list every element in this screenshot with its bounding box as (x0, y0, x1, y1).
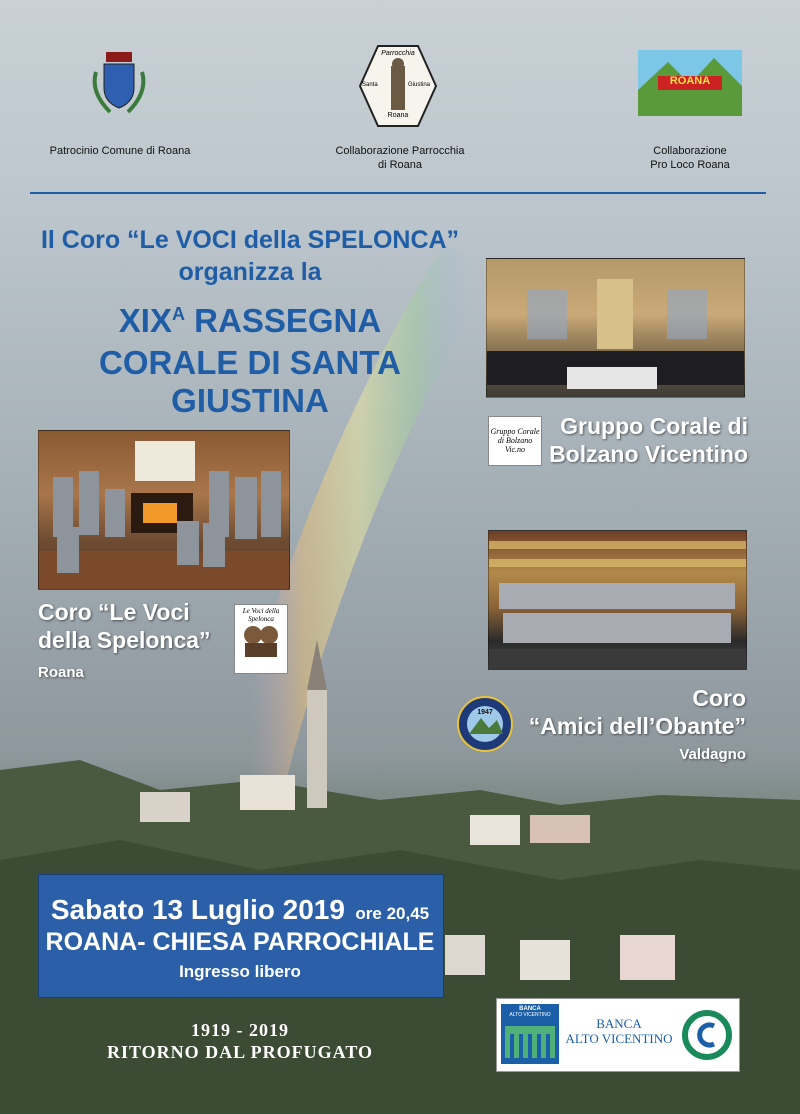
spelonca-place: Roana (38, 664, 84, 681)
sponsor-small-label-1: BANCA (519, 1006, 541, 1012)
title-line1: Il Coro “Le VOCI della SPELONCA” (40, 226, 460, 254)
obante-place: Valdagno (679, 746, 746, 763)
parish-caption (300, 144, 500, 172)
bcc-logo (680, 1008, 734, 1062)
title-rassegna: RASSEGNA (185, 302, 382, 339)
anniversary-text: RITORNO DAL PROFUGATO (106, 1042, 374, 1062)
comune-logo (86, 50, 152, 122)
title-line3 (30, 302, 470, 340)
parish-logo (358, 44, 438, 128)
obante-logo-text: 1947 (477, 709, 493, 716)
seal-text-bottom: Roana (387, 112, 409, 119)
pro-loco-caption (590, 144, 790, 172)
bolzano-name-line1: Gruppo Corale di (560, 413, 748, 439)
obante-name-line1: Coro (692, 685, 746, 711)
obante-name-line2: “Amici dell’Obante” (528, 713, 746, 739)
bank-building-icon (501, 1018, 559, 1062)
title-superscript: A (172, 304, 185, 324)
sponsor-name-line1: BANCA (596, 1016, 642, 1031)
bolzano-name-line2: Bolzano Vicentino (549, 441, 748, 467)
pro-loco-logo (638, 50, 742, 116)
sponsor-name-line2: ALTO VICENTINO (565, 1031, 673, 1046)
title-roman: XIX (118, 302, 172, 339)
photo-spelonca-choir (38, 430, 290, 590)
obante-badge-icon (457, 696, 513, 752)
seal-text-top: Parrocchia (381, 50, 415, 57)
sponsor-small-logo (501, 1004, 559, 1064)
event-entry: Ingresso libero (179, 962, 301, 981)
title-line2: organizza la (178, 258, 322, 286)
obante-choir-name (518, 684, 746, 740)
event-venue: ROANA- CHIESA PARROCHIALE (45, 928, 435, 956)
pro-loco-caption-line1: Collaborazione (653, 145, 727, 157)
event-time: ore 20,45 (355, 904, 430, 923)
bcc-emblem-icon (680, 1008, 734, 1062)
spelonca-name-line2: della Spelonca” (38, 627, 211, 653)
anniversary-years: 1919 - 2019 (191, 1020, 289, 1040)
spelonca-choir-name (38, 598, 238, 654)
event-date: Sabato 13 Luglio 2019 (50, 894, 345, 925)
event-date-line (38, 894, 442, 926)
title-line4: CORALE DI SANTA GIUSTINA (99, 344, 401, 419)
sponsor-name (564, 1016, 674, 1046)
coat-of-arms-icon (86, 50, 152, 122)
bolzano-logo-text: Gruppo Corale di Bolzano Vic.no (490, 427, 540, 454)
parish-caption-line2: di Roana (377, 159, 423, 171)
sponsor-small-label-2: ALTO VICENTINO (509, 1012, 551, 1018)
header-divider (30, 192, 766, 194)
bolzano-choir-logo (488, 416, 542, 466)
photo-church-choir (486, 258, 745, 398)
pro-loco-caption-line2: Pro Loco Roana (650, 159, 730, 171)
spelonca-logo (234, 604, 288, 674)
bolzano-choir-name (545, 412, 748, 468)
seal-text-left: Santa (362, 82, 378, 88)
photo-theater-choir (488, 530, 747, 670)
parish-caption-line1: Collaborazione Parrocchia (335, 145, 465, 157)
comune-caption: Patrocinio Comune di Roana (49, 145, 191, 157)
pro-loco-badge-text: ROANA (669, 75, 711, 87)
spelonca-name-line1: Coro “Le Voci (38, 599, 190, 625)
obante-logo (457, 696, 513, 752)
seal-text-right: Giustina (408, 82, 431, 88)
spelonca-logo-text: Le Voci della Spelonca (242, 607, 280, 623)
